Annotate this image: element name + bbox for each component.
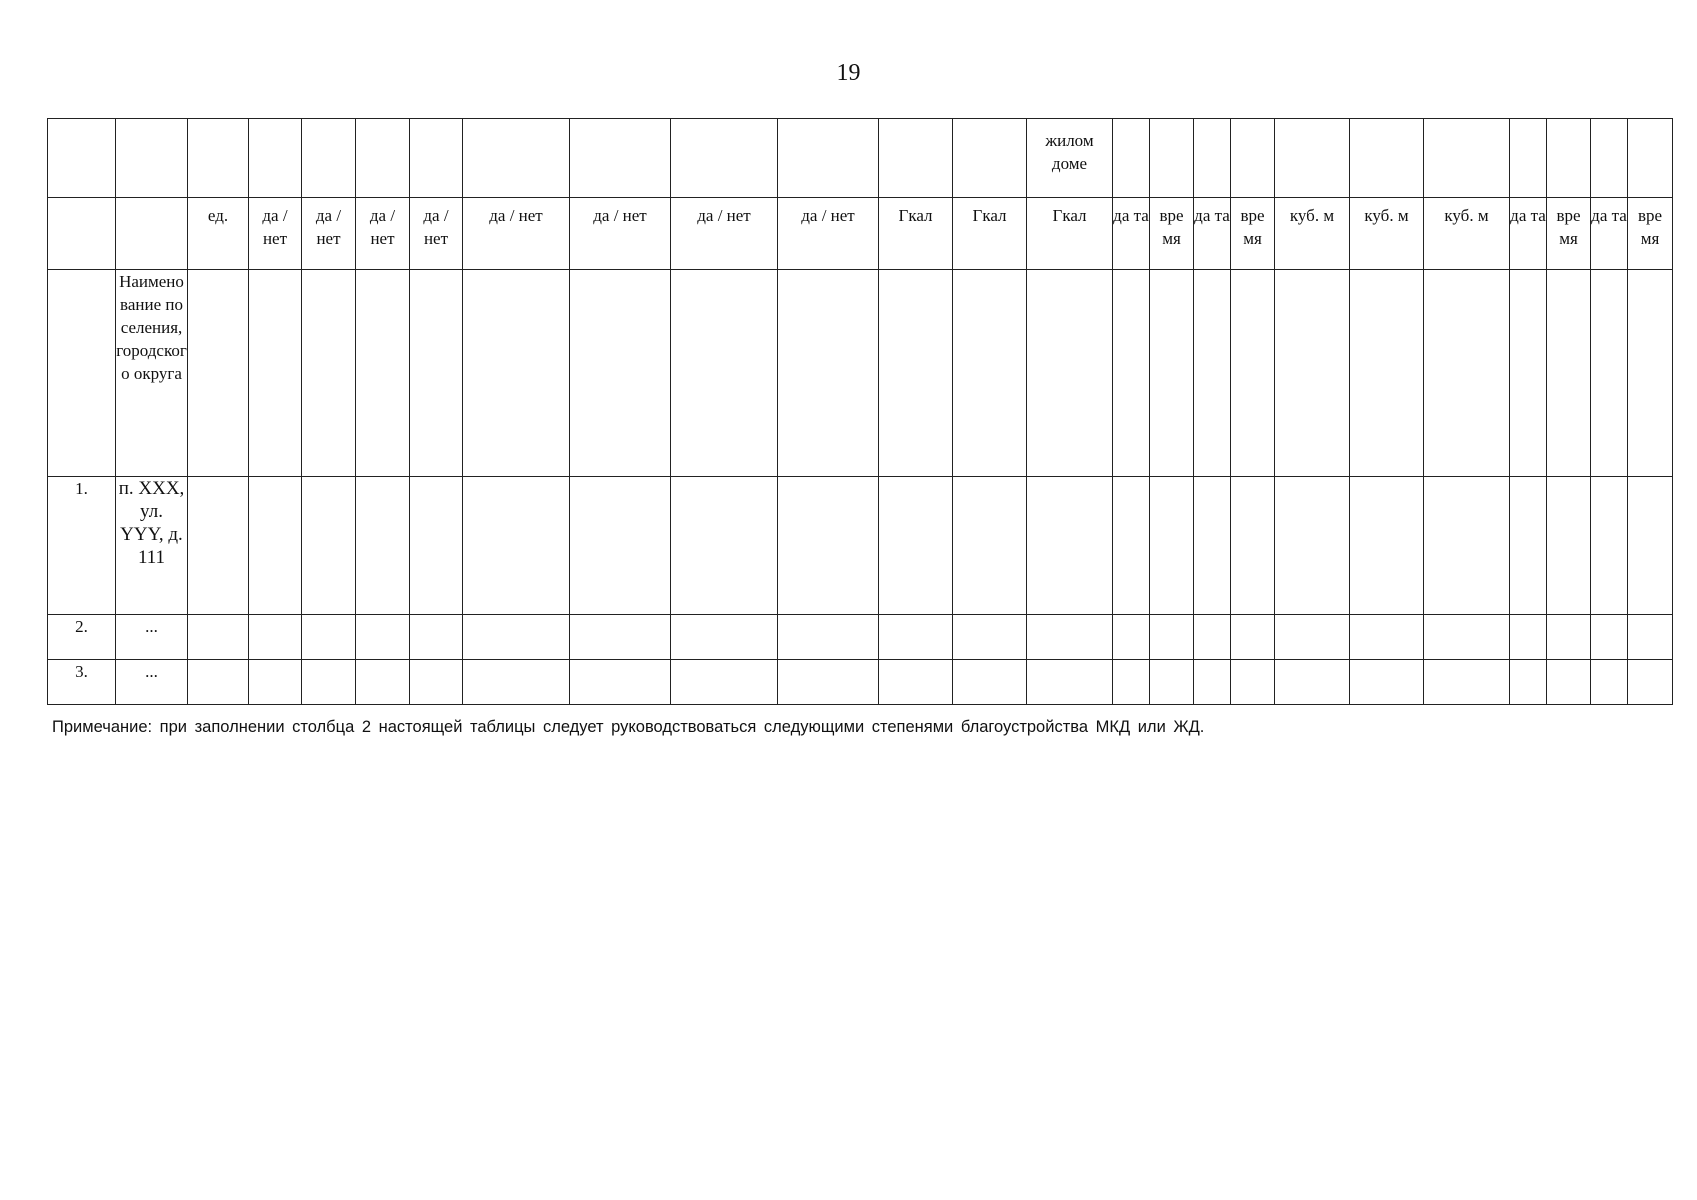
- header-cell: [116, 119, 188, 198]
- header-cell: [1628, 119, 1673, 198]
- header-cell: [249, 119, 302, 198]
- data-cell: [570, 615, 671, 660]
- unit-cell: Гкал: [1027, 198, 1113, 270]
- data-cell: [1194, 660, 1231, 705]
- header-cell: [1027, 270, 1113, 477]
- unit-cell: вре мя: [1150, 198, 1194, 270]
- data-cell: [570, 477, 671, 615]
- data-cell: [1150, 660, 1194, 705]
- unit-cell: да та: [1591, 198, 1628, 270]
- header-cell: [1113, 119, 1150, 198]
- unit-cell: вре мя: [1628, 198, 1673, 270]
- unit-cell: да / нет: [778, 198, 879, 270]
- unit-cell: да та: [1113, 198, 1150, 270]
- header-cell: [48, 119, 116, 198]
- header-cell: [778, 270, 879, 477]
- table-note: Примечание: при заполнении столбца 2 настоящей таблицы следует руководствоваться следующими степенями благоустройства МКД или ЖД.: [52, 718, 1205, 736]
- header-cell: [778, 119, 879, 198]
- data-cell: [1510, 615, 1547, 660]
- data-cell: [671, 660, 778, 705]
- table-row: [48, 615, 1673, 660]
- data-cell: [953, 477, 1027, 615]
- header-cell: [953, 270, 1027, 477]
- data-cell: [463, 477, 570, 615]
- data-cell: [1027, 477, 1113, 615]
- row-address: п. XXX, ул. YYY, д. 111: [116, 477, 188, 615]
- unit-cell: да / нет: [302, 198, 356, 270]
- data-cell: [410, 615, 463, 660]
- header-cell: [1194, 119, 1231, 198]
- data-cell: [356, 660, 410, 705]
- data-cell: [1350, 477, 1424, 615]
- header-cell: [953, 119, 1027, 198]
- data-cell: [671, 477, 778, 615]
- data-cell: [1510, 660, 1547, 705]
- data-cell: [1591, 615, 1628, 660]
- page-number: 19: [836, 60, 861, 86]
- header-cell: [1150, 270, 1194, 477]
- header-cell: [356, 119, 410, 198]
- header-cell: [302, 119, 356, 198]
- header-cell: [188, 270, 249, 477]
- unit-cell: Гкал: [879, 198, 953, 270]
- data-cell: [1027, 660, 1113, 705]
- header-cell: [671, 119, 778, 198]
- data-cell: [410, 477, 463, 615]
- data-cell: [953, 615, 1027, 660]
- data-cell: [1424, 477, 1510, 615]
- header-row-units: [48, 198, 1673, 270]
- data-cell: [1027, 615, 1113, 660]
- unit-cell: вре мя: [1231, 198, 1275, 270]
- data-cell: [1591, 477, 1628, 615]
- data-cell: [356, 615, 410, 660]
- data-cell: [1150, 477, 1194, 615]
- unit-cell: да / нет: [410, 198, 463, 270]
- header-row-top: [48, 119, 1673, 198]
- header-cell: [48, 270, 116, 477]
- data-cell: [671, 615, 778, 660]
- unit-cell: вре мя: [1547, 198, 1591, 270]
- data-cell: [1350, 615, 1424, 660]
- data-cell: [778, 660, 879, 705]
- data-cell: [410, 660, 463, 705]
- unit-cell: куб. м: [1350, 198, 1424, 270]
- report-table: [47, 118, 1673, 705]
- header-cell: [570, 270, 671, 477]
- header-cell: [1194, 270, 1231, 477]
- data-cell: [1275, 660, 1350, 705]
- unit-cell: да / нет: [463, 198, 570, 270]
- row-number: 2.: [48, 615, 116, 660]
- data-cell: [879, 660, 953, 705]
- data-cell: [463, 615, 570, 660]
- data-cell: [1275, 477, 1350, 615]
- unit-cell: ед.: [188, 198, 249, 270]
- data-cell: [302, 477, 356, 615]
- data-cell: [1510, 477, 1547, 615]
- data-cell: [1150, 615, 1194, 660]
- header-cell: [1591, 270, 1628, 477]
- header-cell: [570, 119, 671, 198]
- unit-cell: куб. м: [1424, 198, 1510, 270]
- data-cell: [302, 615, 356, 660]
- header-cell: [1350, 119, 1424, 198]
- data-cell: [778, 477, 879, 615]
- header-cell: [1591, 119, 1628, 198]
- header-cell: [1231, 119, 1275, 198]
- header-cell: [1628, 270, 1673, 477]
- data-cell: [1591, 660, 1628, 705]
- data-cell: [1547, 615, 1591, 660]
- data-cell: [188, 615, 249, 660]
- data-cell: [1350, 660, 1424, 705]
- data-cell: [188, 477, 249, 615]
- header-cell: [1424, 270, 1510, 477]
- data-cell: [1275, 615, 1350, 660]
- data-cell: [1231, 615, 1275, 660]
- data-cell: [778, 615, 879, 660]
- data-cell: [356, 477, 410, 615]
- data-cell: [1231, 477, 1275, 615]
- data-cell: [249, 477, 302, 615]
- data-cell: [1547, 660, 1591, 705]
- header-cell: [1510, 270, 1547, 477]
- header-cell: [1275, 270, 1350, 477]
- data-cell: [1113, 477, 1150, 615]
- header-cell: [356, 270, 410, 477]
- row-number: 1.: [48, 477, 116, 615]
- data-cell: [1628, 660, 1673, 705]
- data-cell: [1424, 615, 1510, 660]
- table-row: [48, 477, 1673, 615]
- header-cell: [1150, 119, 1194, 198]
- header-cell: [410, 119, 463, 198]
- data-cell: [1113, 615, 1150, 660]
- header-cell: [1424, 119, 1510, 198]
- header-cell: [463, 270, 570, 477]
- row-address: ...: [116, 660, 188, 705]
- data-cell: [188, 660, 249, 705]
- data-cell: [1113, 660, 1150, 705]
- header-cell: [1547, 119, 1591, 198]
- data-cell: [1231, 660, 1275, 705]
- data-cell: [1547, 477, 1591, 615]
- table-row: [48, 660, 1673, 705]
- unit-cell: да / нет: [570, 198, 671, 270]
- unit-cell: да та: [1194, 198, 1231, 270]
- data-cell: [249, 660, 302, 705]
- unit-cell: да / нет: [671, 198, 778, 270]
- header-cell: [879, 119, 953, 198]
- data-cell: [249, 615, 302, 660]
- data-cell: [302, 660, 356, 705]
- header-cell: [188, 119, 249, 198]
- header-cell: [249, 270, 302, 477]
- data-cell: [1424, 660, 1510, 705]
- data-cell: [1628, 477, 1673, 615]
- header-row-name: [48, 270, 1673, 477]
- data-cell: [1628, 615, 1673, 660]
- header-cell: [1350, 270, 1424, 477]
- data-cell: [1194, 615, 1231, 660]
- header-cell: [302, 270, 356, 477]
- header-cell: [1510, 119, 1547, 198]
- data-cell: [570, 660, 671, 705]
- header-cell: [116, 198, 188, 270]
- header-cell: [1547, 270, 1591, 477]
- header-cell: [48, 198, 116, 270]
- data-cell: [953, 660, 1027, 705]
- header-cell: [463, 119, 570, 198]
- unit-cell: куб. м: [1275, 198, 1350, 270]
- header-cell: [671, 270, 778, 477]
- data-cell: [463, 660, 570, 705]
- header-cell: [1113, 270, 1150, 477]
- data-cell: [879, 615, 953, 660]
- data-cell: [1194, 477, 1231, 615]
- unit-cell: да та: [1510, 198, 1547, 270]
- row-address: ...: [116, 615, 188, 660]
- settlement-name-header: Наименование поселения, городского округа: [116, 270, 188, 477]
- data-cell: [879, 477, 953, 615]
- unit-cell: да / нет: [356, 198, 410, 270]
- header-cell: [1231, 270, 1275, 477]
- header-cell: [1275, 119, 1350, 198]
- header-cell: [879, 270, 953, 477]
- header-cell: [410, 270, 463, 477]
- row-number: 3.: [48, 660, 116, 705]
- unit-cell: да / нет: [249, 198, 302, 270]
- unit-cell: Гкал: [953, 198, 1027, 270]
- header-cell-residential: жилом доме: [1027, 119, 1113, 198]
